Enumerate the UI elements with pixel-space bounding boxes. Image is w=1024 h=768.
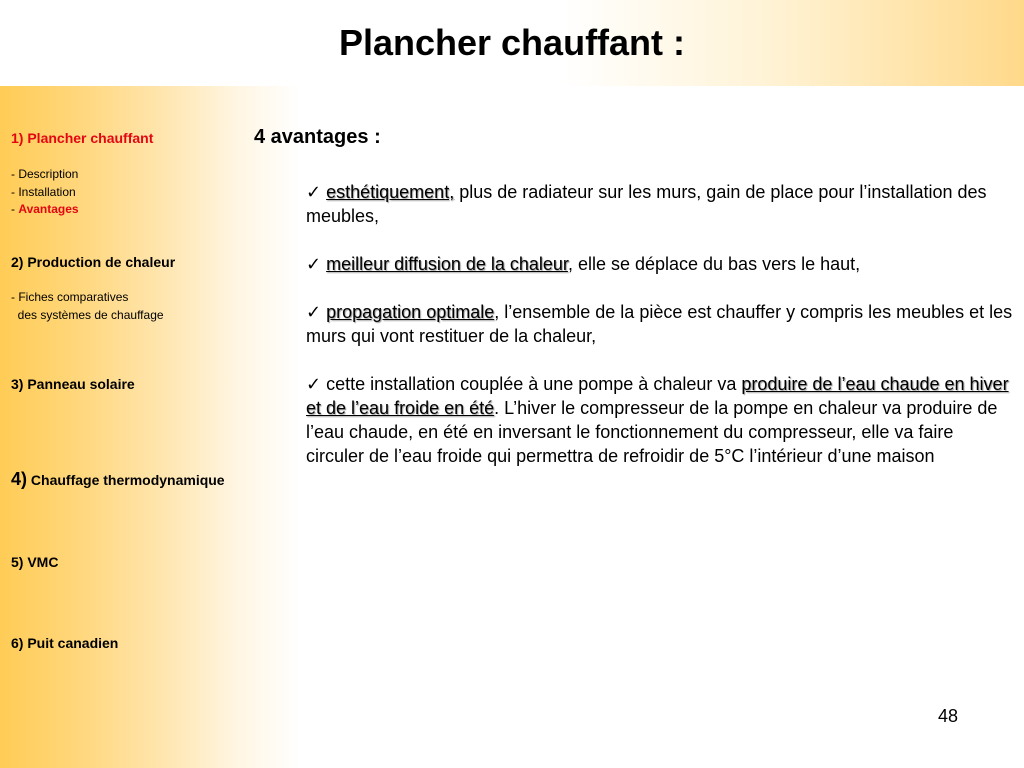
- bullet-1: [306, 180, 1016, 228]
- check-icon: ✓: [306, 254, 322, 274]
- nav-section-6[interactable]: 6) Puit canadien: [11, 635, 119, 651]
- check-icon: ✓: [306, 374, 322, 394]
- nav-section-1[interactable]: 1) Plancher chauffant: [11, 130, 154, 146]
- content-heading: 4 avantages :: [254, 126, 381, 148]
- nav-item-avantages-label: Avantages: [18, 202, 79, 216]
- bullet-4: [306, 372, 1016, 468]
- nav-section-4-number: 4): [11, 469, 28, 489]
- bullet-3: [306, 300, 1016, 348]
- page-number: 48: [938, 706, 959, 726]
- nav-item-fiches-line2[interactable]: des systèmes de chauffage: [11, 307, 164, 322]
- check-icon: ✓: [306, 182, 322, 202]
- slide-title: Plancher chauffant :: [338, 22, 686, 63]
- nav-item-fiches-line1[interactable]: - Fiches comparatives: [11, 290, 129, 304]
- link-diffusion[interactable]: meilleur diffusion de la chaleur: [326, 254, 568, 274]
- link-esthetiquement[interactable]: esthétiquement,: [326, 182, 455, 202]
- bullet-1-text: plus de radiateur sur les murs, gain de place pour l’installation des meubles,: [306, 182, 987, 226]
- nav-item-prefix: -: [11, 202, 19, 216]
- nav-section-2-items: [11, 289, 164, 324]
- bullet-4-text-a: cette installation couplée à une pompe à chaleur va: [321, 374, 742, 394]
- nav-item-avantages[interactable]: [11, 201, 79, 219]
- nav-item-installation[interactable]: - Installation: [11, 184, 76, 199]
- link-eau-chaude[interactable]: produire de l’eau chaude en hiver et de l’eau froide en été: [306, 374, 1009, 418]
- bullet-4-text-b: . L’hiver le compresseur de la pompe en chaleur va produire de l’eau chaude, en été en inversant le fonctionnement du compresseur, elle va faire circuler de l’eau froide qui permettra de refroidir de 5°C l’intérieur d’une maison: [306, 398, 998, 466]
- link-propagation[interactable]: propagation optimale: [326, 302, 495, 322]
- main-content: [254, 126, 1014, 466]
- nav-section-4-label: Chauffage thermodynamique: [27, 472, 225, 488]
- nav-item-description[interactable]: - Description: [11, 167, 79, 181]
- nav-section-2[interactable]: 2) Production de chaleur: [11, 254, 176, 270]
- check-icon: ✓: [306, 302, 322, 322]
- nav-section-3[interactable]: 3) Panneau solaire: [11, 376, 135, 392]
- bullet-2: [306, 252, 1016, 276]
- bullet-2-text: , elle se déplace du bas vers le haut,: [567, 254, 861, 274]
- bullet-3-text: , l’ensemble de la pièce est chauffer y compris les meubles et les murs qui vont restituer de la chaleur,: [306, 302, 1013, 346]
- nav-section-1-items: [11, 166, 79, 219]
- nav-section-4[interactable]: [11, 469, 225, 490]
- nav-section-5[interactable]: 5) VMC: [11, 554, 59, 570]
